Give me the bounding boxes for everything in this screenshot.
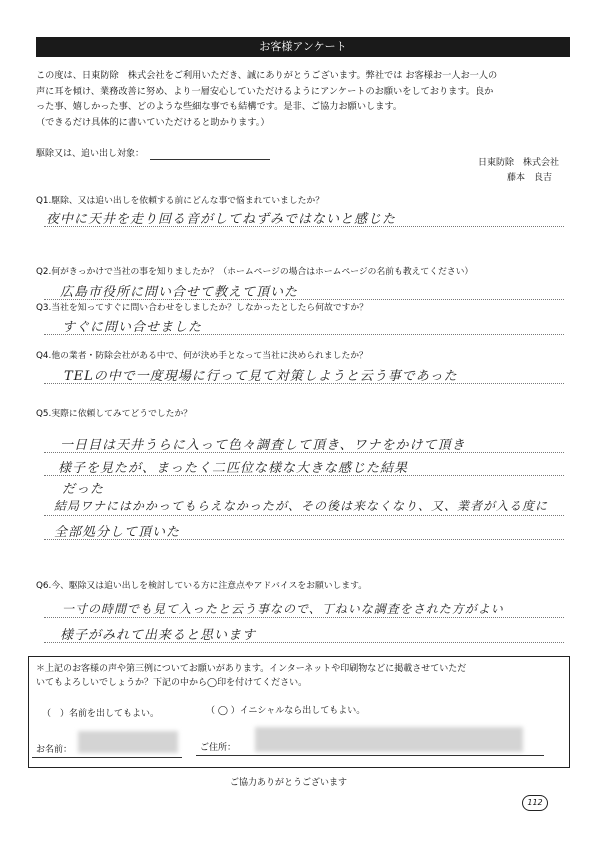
- answer-5-line-1: 一日目は天井うらに入って色々調査して頂き、ワナをかけて頂き: [60, 438, 466, 453]
- address-underline: [196, 755, 544, 756]
- consent-line-1: ＊上記のお客様の声や第三例についてお願いがあります。インターネットや印刷物などに掲載させていただ: [36, 664, 467, 674]
- thanks-text: ご協力ありがとうございます: [230, 778, 348, 788]
- company-name: 日東防除 株式会社: [478, 158, 560, 168]
- answer-rule: [44, 539, 564, 540]
- question-1: Q1.駆除、又は追い出しを依頼する前にどんな事で悩まれていましたか？: [36, 196, 325, 206]
- answer-rule: [44, 334, 564, 335]
- answer-rule: [44, 642, 564, 643]
- consent-line-2: いてもよろしいでしょうか？下記の中から◯印を付けてください。: [36, 678, 308, 688]
- answer-2-line-1: 広島市役所に問い合せて教えて頂いた: [60, 285, 299, 300]
- page-number: 112: [522, 795, 548, 811]
- consent-option-initials[interactable]: （ ◯ ）イニシャルなら出してもよい。: [206, 706, 366, 716]
- answer-1-line-1: 夜中に天井を走り回る音がしてねずみではないと感じた: [46, 212, 397, 227]
- answer-6-line-2: 様子がみれて出来ると思います: [60, 628, 257, 643]
- intro-text: [36, 68, 570, 130]
- answer-rule: [44, 515, 564, 516]
- consent-text: [36, 662, 566, 690]
- question-3: Q3.当社を知ってすぐに問い合わせをしましたか？しなかったとしたら何故ですか？: [36, 303, 369, 313]
- answer-rule: [44, 452, 564, 453]
- answer-3-line-1: すぐに問い合せました: [62, 320, 203, 335]
- name-redacted: [78, 731, 178, 753]
- question-5: Q5.実際に依頼してみてどうでしたか？: [36, 409, 193, 419]
- address-redacted: [255, 727, 523, 752]
- question-4: Q4.他の業者・防除会社がある中で、何が決め手となって当社に決められましたか？: [36, 351, 368, 361]
- answer-5-line-4: 結局ワナにはかかってもらえなかったが、その後は来なくなり、又、業者が入る度に: [54, 499, 549, 513]
- target-underline: [150, 159, 270, 160]
- intro-line-3: った事、嬉しかった事、どのような些細な事でも結構です。是非、ご協力お願いします。: [36, 101, 403, 112]
- signer-name: 藤本 良吉: [507, 173, 553, 183]
- question-6: Q6.今、駆除又は追い出しを検討している方に注意点やアドバイスをお願いします。: [36, 581, 368, 591]
- intro-line-2: 声に耳を傾け、業務改善に努め、より一層安心していただけるようにアンケートのお願いをしております。良か: [36, 85, 494, 97]
- name-label: お名前：: [36, 745, 73, 755]
- intro-line-1: この度は、日東防除 株式会社をご利用いただき、誠にありがとうございます。弊社では お客様お一人お一人の: [36, 70, 498, 81]
- question-2: Q2.何がきっかけで当社の事を知りましたか？（ホームページの場合はホームページの名前も教えてください）: [36, 267, 474, 277]
- answer-5-line-3: だった: [62, 482, 105, 497]
- target-label: 駆除又は、追い出し対象：: [36, 149, 145, 159]
- answer-5-line-5: 全部処分して頂いた: [54, 525, 181, 540]
- address-label: ご住所：: [200, 743, 237, 753]
- answer-5-line-2: 様子を見たが、まったく二匹位な様な大きな感じた結果: [58, 461, 409, 476]
- answer-rule: [44, 617, 564, 618]
- intro-note: （できるだけ具体的に書いていただけると助かります。）: [36, 116, 270, 128]
- consent-option-name[interactable]: （ ）名前を出してもよい。: [42, 709, 160, 719]
- answer-rule: [44, 226, 564, 227]
- answer-rule: [44, 383, 564, 384]
- answer-rule: [44, 475, 564, 476]
- answer-4-line-1: TELの中で一度現場に行って見て対策しようと云う事であった: [64, 369, 458, 384]
- name-underline: [32, 757, 182, 758]
- survey-title: お客様アンケート: [36, 37, 570, 57]
- answer-6-line-1: 一寸の時間でも見て入ったと云う事なので、丁ねいな調査をされた方がよい: [62, 602, 504, 616]
